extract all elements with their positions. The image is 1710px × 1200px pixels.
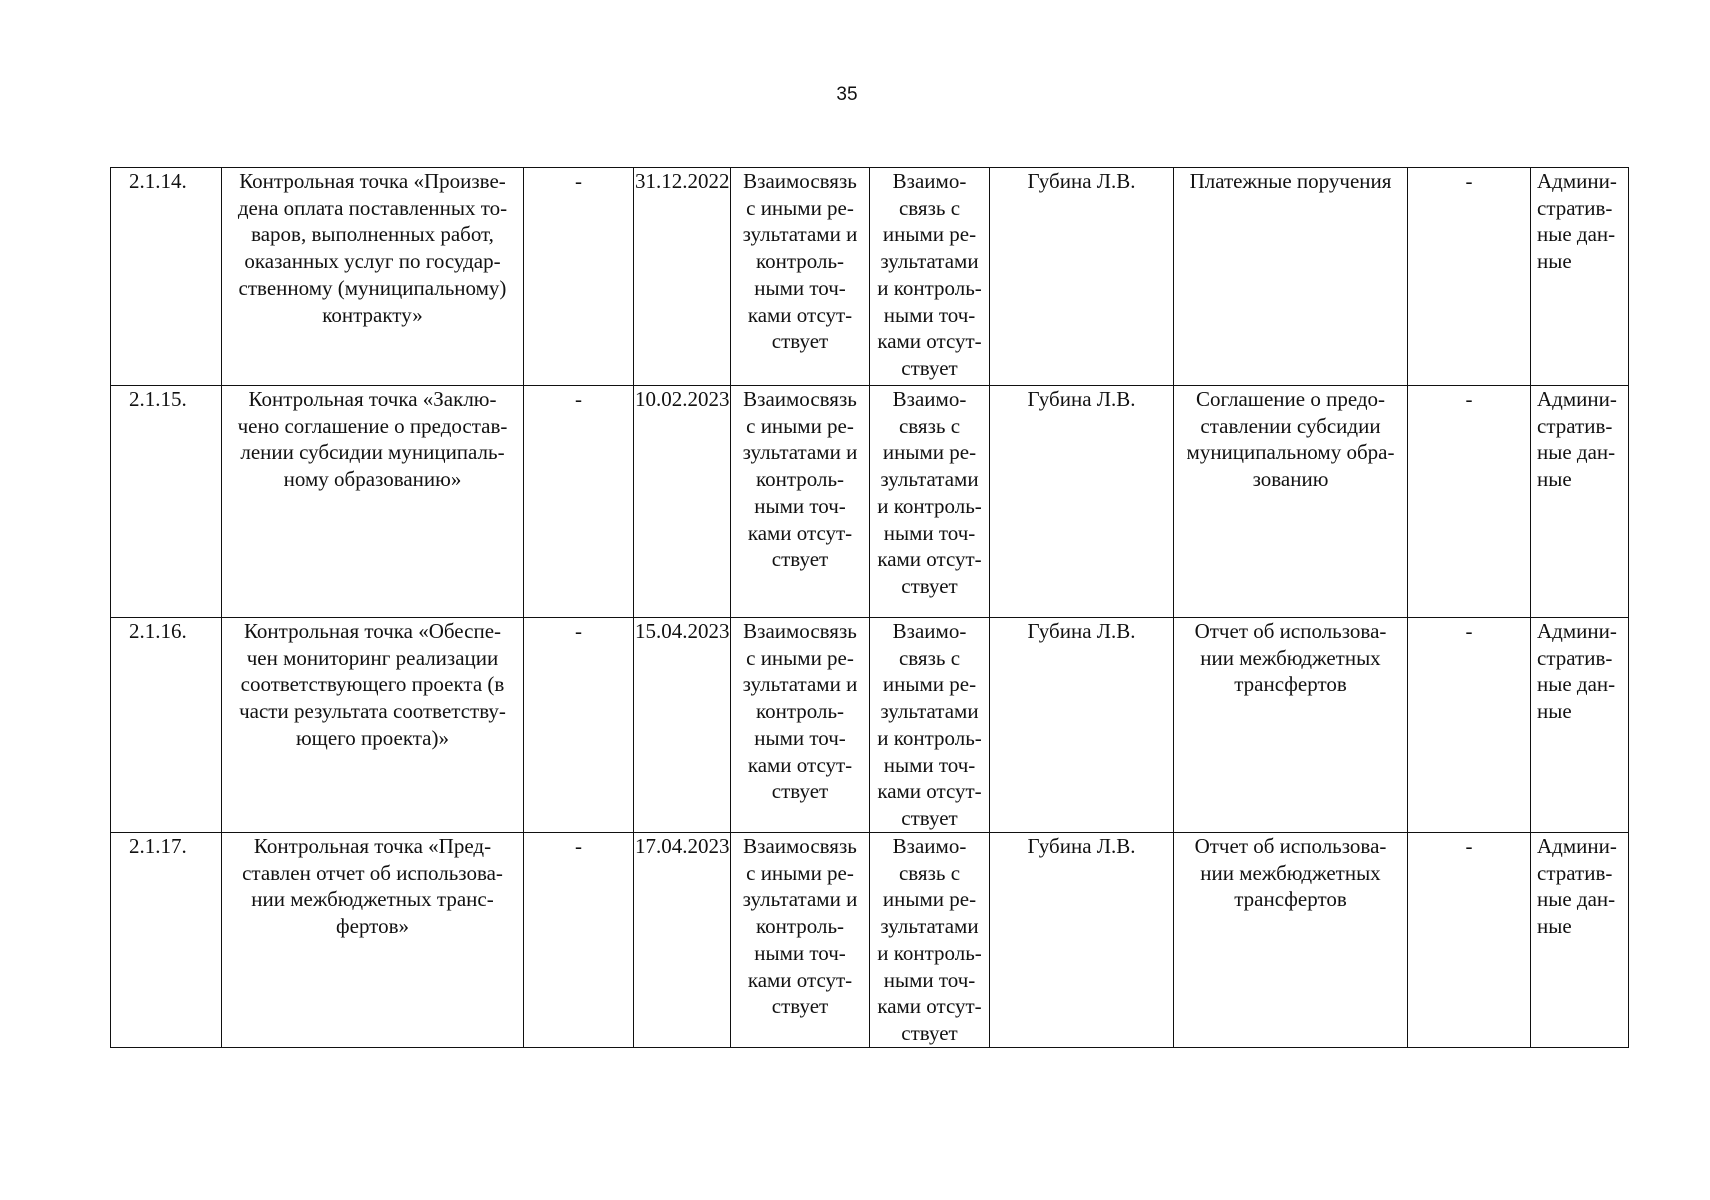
control-point-description-cell-line: части результата соответству- — [239, 699, 506, 724]
data-source-cell-line: стратив- — [1537, 645, 1613, 670]
data-source-cell-line: стратив- — [1537, 413, 1613, 438]
relation-previous-cell-line: ными точ- — [754, 275, 846, 300]
base-value-cell: - — [524, 833, 634, 1048]
data-source-cell-line: Админи- — [1537, 619, 1617, 643]
relation-next-cell-line: иными ре- — [882, 887, 977, 912]
document-type-cell-line: нии межбюджетных — [1200, 645, 1381, 670]
control-point-description-cell-line: Контрольная точка «Обеспе- — [243, 619, 502, 643]
relation-next-cell-line: ствует — [901, 573, 958, 598]
control-point-description-cell-line: нии межбюджетных транс- — [251, 887, 494, 912]
relation-previous-cell-line: ствует — [771, 547, 829, 572]
extra-value-cell: - — [1408, 386, 1531, 618]
document-type-cell-line: нии межбюджетных — [1200, 860, 1381, 885]
relation-previous-cell-line: ными точ- — [754, 493, 846, 518]
control-point-description-cell — [222, 386, 524, 618]
table-row — [111, 386, 1629, 618]
responsible-person-cell: Губина Л.В. — [990, 168, 1174, 386]
relation-previous-cell — [731, 386, 870, 618]
control-point-description-cell-line: контракту» — [322, 302, 423, 327]
relation-previous-cell-line: зультатами и — [742, 672, 858, 697]
relation-next-cell-line: ками отсут- — [877, 329, 982, 354]
responsible-person-cell: Губина Л.В. — [990, 833, 1174, 1048]
data-source-cell-line: Админи- — [1537, 834, 1617, 858]
control-point-description-cell-line: фертов» — [336, 914, 409, 939]
data-source-cell-line: Админи- — [1537, 169, 1617, 193]
control-point-description-cell-line: ющего проекта)» — [295, 725, 449, 750]
deadline-date-cell: 10.02.2023 — [634, 386, 731, 618]
relation-next-cell — [870, 386, 990, 618]
relation-previous-cell-line: зультатами и — [742, 887, 858, 912]
relation-next-cell-line: зультатами — [880, 467, 979, 492]
relation-previous-cell-line: ствует — [771, 779, 829, 804]
data-source-cell — [1531, 168, 1629, 386]
document-type-cell-line: Соглашение о предо- — [1195, 387, 1386, 411]
relation-next-cell-line: иными ре- — [882, 672, 977, 697]
relation-next-cell-line: Взаимо- — [892, 387, 967, 411]
extra-value-cell: - — [1408, 833, 1531, 1048]
responsible-person-cell: Губина Л.В. — [990, 618, 1174, 833]
page-number: 35 — [836, 84, 858, 105]
relation-next-cell-line: зультатами — [880, 249, 979, 274]
data-source-cell-line: ные дан- — [1537, 440, 1616, 465]
document-type-cell-line: трансфертов — [1234, 887, 1347, 912]
control-point-description-cell-line: Контрольная точка «Пред- — [253, 834, 492, 858]
relation-previous-cell-line: ными точ- — [754, 940, 846, 965]
relation-next-cell — [870, 168, 990, 386]
data-source-cell-line: ные — [1537, 699, 1572, 724]
item-number-cell: 2.1.17. — [111, 833, 222, 1048]
document-type-cell — [1174, 833, 1408, 1048]
relation-previous-cell-line: зультатами и — [742, 222, 858, 247]
data-source-cell-line: ные — [1537, 914, 1572, 939]
control-point-description-cell-line: дена оплата поставленных то- — [237, 195, 508, 220]
table-row — [111, 833, 1629, 1048]
relation-previous-cell — [731, 168, 870, 386]
document-type-cell-line: муниципальному обра- — [1186, 440, 1395, 465]
control-point-description-cell — [222, 833, 524, 1048]
relation-next-cell-line: ками отсут- — [877, 994, 982, 1019]
document-type-cell-line: ставлении субсидии — [1200, 413, 1381, 438]
relation-previous-cell-line: ками отсут- — [747, 520, 853, 545]
relation-next-cell-line: иными ре- — [882, 222, 977, 247]
relation-next-cell-line: зультатами — [880, 914, 979, 939]
control-point-description-cell-line: Контрольная точка «Произве- — [239, 169, 506, 193]
deadline-date-cell: 31.12.2022 — [634, 168, 731, 386]
data-source-cell — [1531, 386, 1629, 618]
relation-previous-cell-line: контроль- — [755, 914, 845, 939]
relation-next-cell-line: ными точ- — [883, 520, 976, 545]
extra-value-cell: - — [1408, 618, 1531, 833]
control-point-description-cell-line: соответствующего проекта (в — [240, 672, 505, 697]
item-number-cell: 2.1.16. — [111, 618, 222, 833]
relation-previous-cell-line: с иными ре- — [746, 860, 854, 885]
relation-previous-cell-line: с иными ре- — [746, 195, 854, 220]
relation-previous-cell-line: ствует — [771, 994, 829, 1019]
base-value-cell: - — [524, 618, 634, 833]
data-source-cell-line: ные дан- — [1537, 672, 1616, 697]
relation-previous-cell-line: зультатами и — [742, 440, 858, 465]
document-type-cell-line: трансфертов — [1234, 672, 1347, 697]
relation-previous-cell-line: Взаимосвязь — [743, 169, 857, 193]
control-point-description-cell-line: ственному (муниципальному) — [238, 275, 507, 300]
relation-next-cell-line: зультатами — [880, 699, 979, 724]
relation-next-cell-line: и контроль- — [877, 725, 982, 750]
document-type-cell — [1174, 618, 1408, 833]
relation-next-cell-line: и контроль- — [877, 275, 982, 300]
relation-previous-cell-line: с иными ре- — [746, 413, 854, 438]
control-point-description-cell-line: ному образованию» — [283, 467, 462, 492]
data-source-cell-line: стратив- — [1537, 860, 1613, 885]
relation-next-cell-line: и контроль- — [877, 493, 982, 518]
relation-previous-cell — [731, 833, 870, 1048]
relation-next-cell-line: связь с — [898, 195, 961, 220]
relation-next-cell-line: иными ре- — [882, 440, 977, 465]
relation-previous-cell-line: с иными ре- — [746, 645, 854, 670]
base-value-cell: - — [524, 386, 634, 618]
relation-next-cell-line: ными точ- — [883, 967, 976, 992]
document-type-cell-line: Отчет об использова- — [1194, 619, 1387, 643]
responsible-person-cell: Губина Л.В. — [990, 386, 1174, 618]
control-point-description-cell-line: варов, выполненных работ, — [251, 222, 494, 247]
data-source-cell — [1531, 833, 1629, 1048]
relation-next-cell — [870, 833, 990, 1048]
control-point-description-cell-line: чен мониторинг реализации — [246, 645, 499, 670]
relation-next-cell-line: ками отсут- — [877, 779, 982, 804]
relation-next-cell-line: ными точ- — [883, 302, 976, 327]
relation-previous-cell-line: ными точ- — [754, 725, 846, 750]
document-type-cell-line: Отчет об использова- — [1194, 834, 1387, 858]
control-point-description-cell-line: лении субсидии муниципаль- — [240, 440, 505, 465]
document-type-cell — [1174, 386, 1408, 618]
relation-previous-cell-line: Взаимосвязь — [743, 387, 857, 411]
data-source-cell-line: ные дан- — [1537, 222, 1616, 247]
deadline-date-cell: 15.04.2023 — [634, 618, 731, 833]
relation-previous-cell-line: ками отсут- — [747, 967, 853, 992]
table-body — [111, 168, 1629, 1048]
control-point-description-cell-line: оказанных услуг по государ- — [244, 249, 501, 274]
relation-previous-cell-line: ками отсут- — [747, 752, 853, 777]
control-point-description-cell — [222, 168, 524, 386]
table-row — [111, 168, 1629, 386]
relation-next-cell-line: связь с — [898, 860, 961, 885]
item-number-cell: 2.1.14. — [111, 168, 222, 386]
item-number-cell: 2.1.15. — [111, 386, 222, 618]
data-source-cell-line: ные — [1537, 249, 1572, 274]
control-point-description-cell — [222, 618, 524, 833]
relation-next-cell-line: связь с — [898, 645, 961, 670]
data-source-cell-line: ные дан- — [1537, 887, 1616, 912]
document-type-cell-line: зованию — [1252, 467, 1329, 492]
relation-previous-cell-line: Взаимосвязь — [743, 834, 857, 858]
control-points-table — [110, 167, 1629, 1048]
relation-previous-cell-line: контроль- — [755, 699, 845, 724]
relation-next-cell-line: ствует — [901, 805, 958, 830]
relation-previous-cell-line: ками отсут- — [747, 302, 853, 327]
relation-previous-cell-line: контроль- — [755, 467, 845, 492]
relation-next-cell-line: ствует — [901, 355, 958, 380]
relation-next-cell-line: ствует — [901, 1020, 958, 1045]
relation-next-cell-line: и контроль- — [877, 940, 982, 965]
control-point-description-cell-line: ставлен отчет об использова- — [242, 860, 503, 885]
document-type-cell — [1174, 168, 1408, 386]
table-row — [111, 618, 1629, 833]
relation-next-cell — [870, 618, 990, 833]
relation-previous-cell — [731, 618, 870, 833]
deadline-date-cell: 17.04.2023 — [634, 833, 731, 1048]
control-point-description-cell-line: Контрольная точка «Заклю- — [248, 387, 497, 411]
extra-value-cell: - — [1408, 168, 1531, 386]
document-type-cell-line: Платежные поручения — [1189, 169, 1392, 193]
control-point-description-cell-line: чено соглашение о предостав- — [237, 413, 508, 438]
base-value-cell: - — [524, 168, 634, 386]
relation-next-cell-line: ками отсут- — [877, 547, 982, 572]
relation-next-cell-line: Взаимо- — [892, 619, 967, 643]
relation-previous-cell-line: ствует — [771, 329, 829, 354]
relation-next-cell-line: связь с — [898, 413, 961, 438]
relation-next-cell-line: Взаимо- — [892, 834, 967, 858]
data-source-cell-line: Админи- — [1537, 387, 1617, 411]
data-source-cell-line: стратив- — [1537, 195, 1613, 220]
relation-next-cell-line: Взаимо- — [892, 169, 967, 193]
relation-previous-cell-line: Взаимосвязь — [743, 619, 857, 643]
relation-previous-cell-line: контроль- — [755, 249, 845, 274]
data-source-cell-line: ные — [1537, 467, 1572, 492]
relation-next-cell-line: ными точ- — [883, 752, 976, 777]
data-source-cell — [1531, 618, 1629, 833]
